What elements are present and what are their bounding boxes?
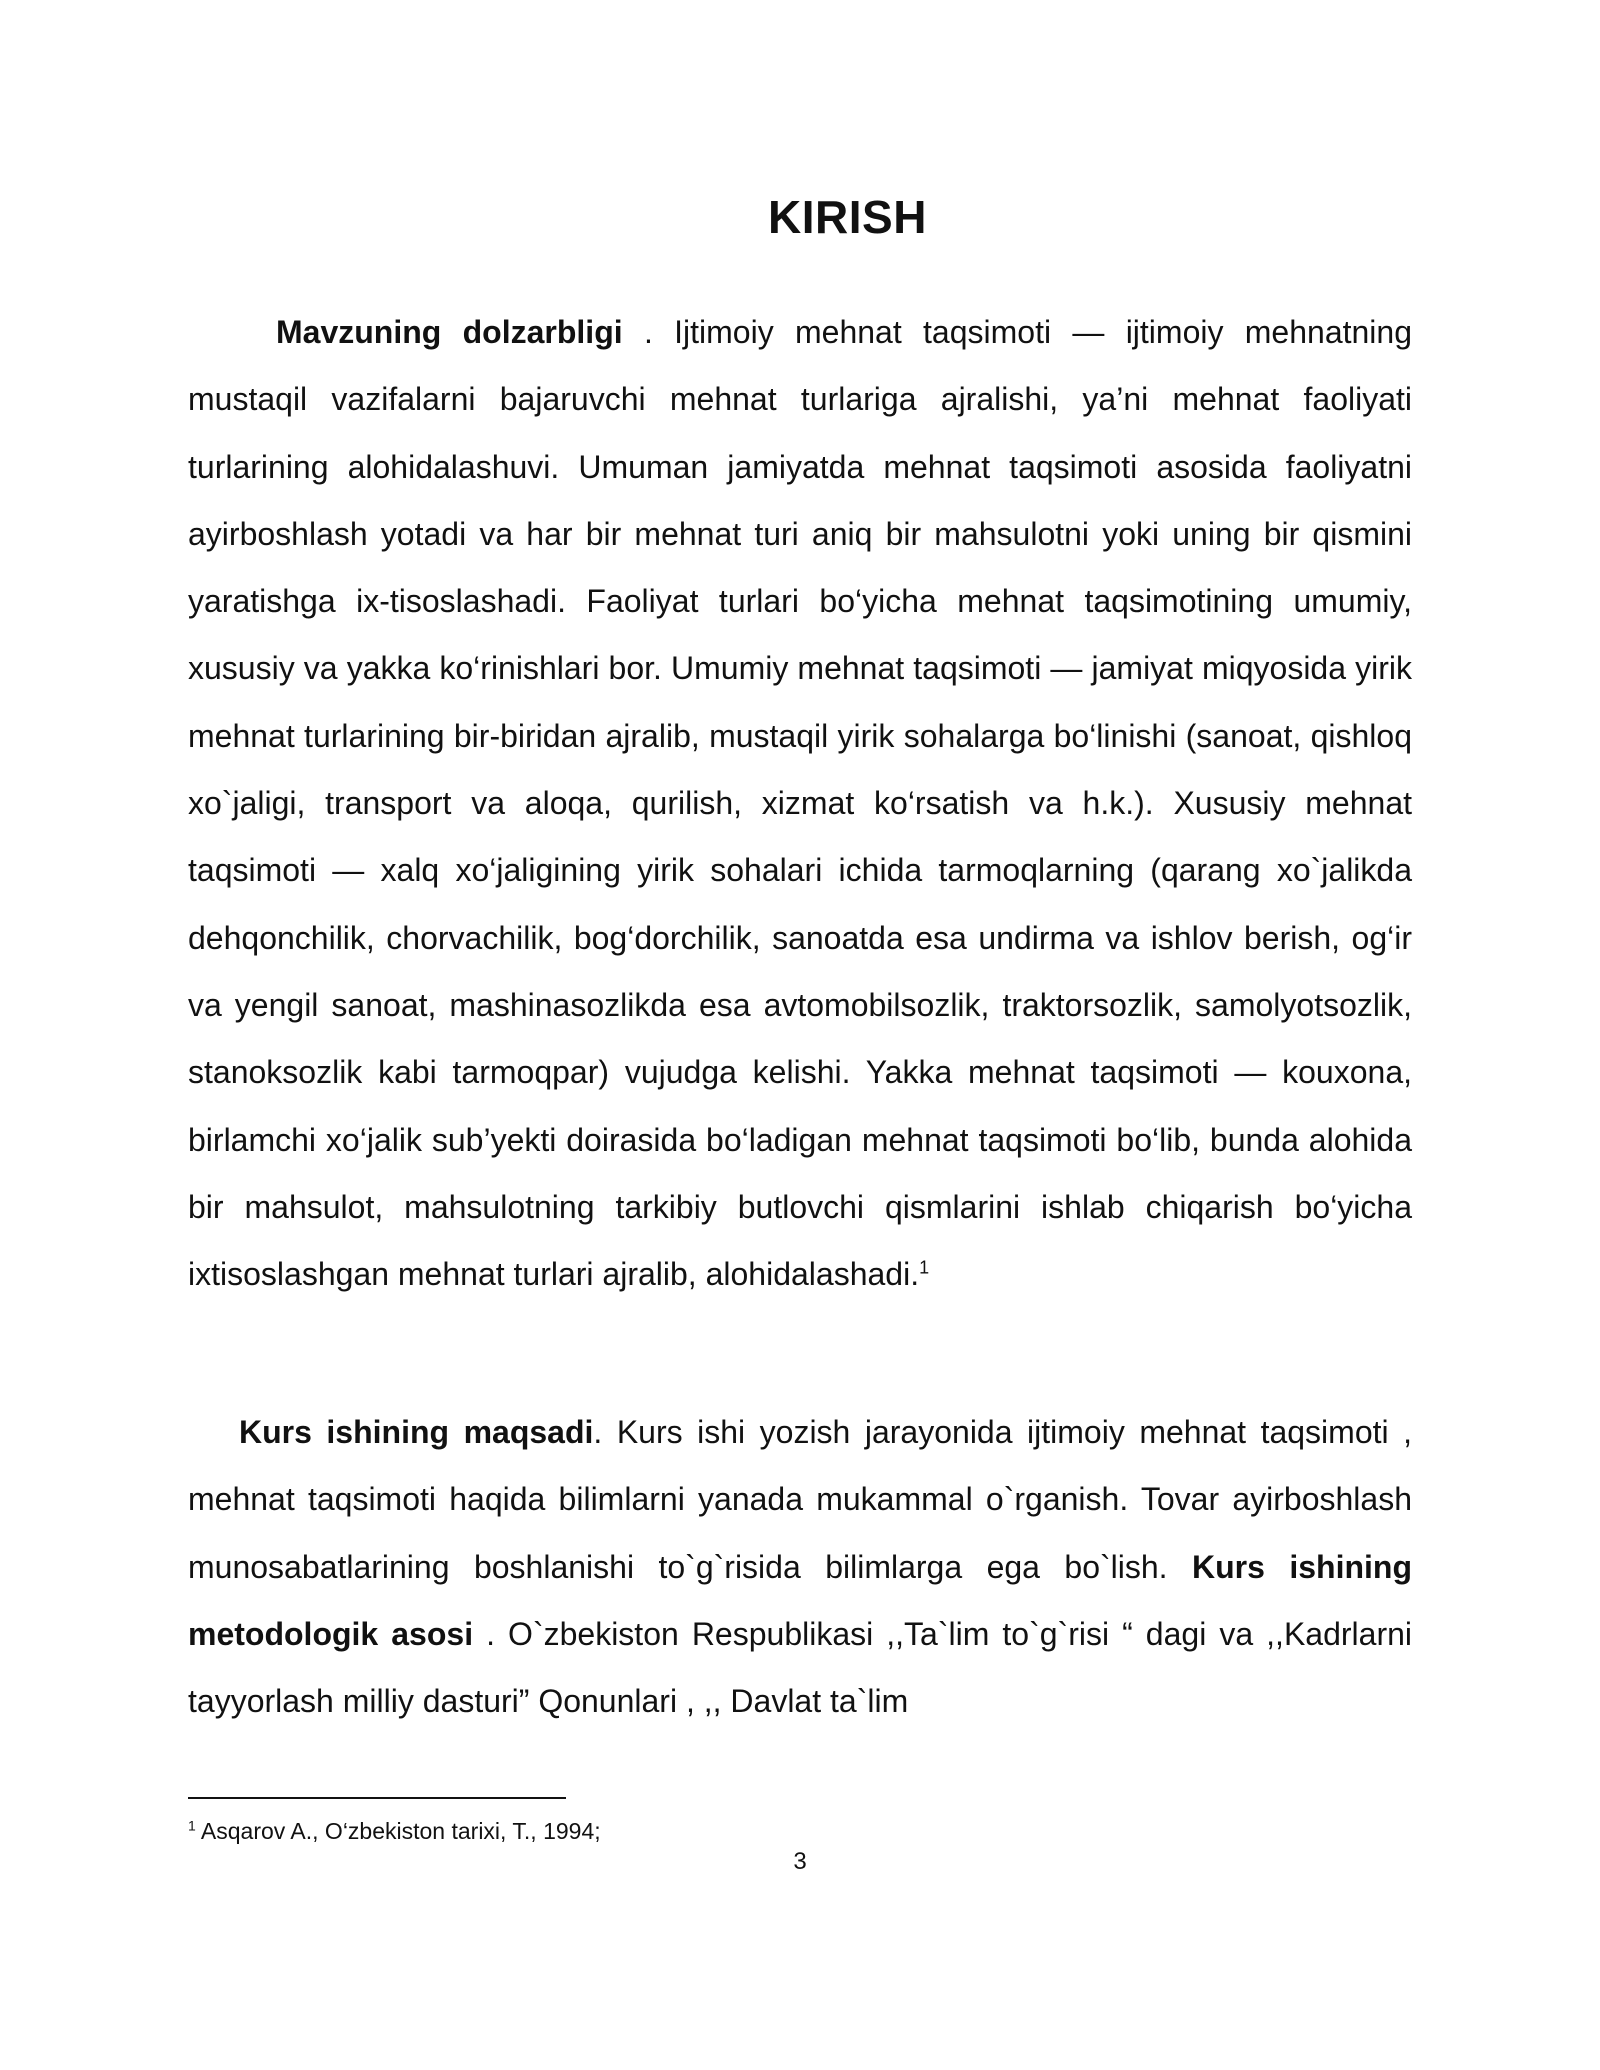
relevance-text: . Ijtimoiy mehnat taqsimoti — ijtimoiy mehnatning mustaqil vazifalarni bajaruvchi mehnat turlariga ajralishi, ya’ni mehnat faoliyati turlarining alohidalashuvi. Umuman jamiyatda mehnat taqsimoti asosida faoliyatni ayirboshlash yotadi va har bir mehnat turi aniq bir mahsulotni yoki uning bir qismini yaratishga ix-tisoslashadi. Faoliyat turlari bo‘yicha mehnat taqsimotining umumiy, xususiy va yakka ko‘rinishlari bor. Umumiy mehnat taqsimoti — jamiyat miqyosida yirik mehnat turlarining bir-biridan ajralib, mustaqil yirik sohalarga bo‘linishi (sanoat, qishloq xo`jaligi, transport va aloqa, qurilish, xizmat ko‘rsatish va h.k.). Xususiy mehnat taqsimoti — xalq xo‘jaligining yirik sohalari ichida tarmoqlarning (qarang xo`jalikda dehqonchilik, chorvachilik, bog‘dorchilik, sanoatda esa undirma va ishlov berish, og‘ir va yengil sanoat, mashinasozlikda esa avtomobilsozlik, traktorsozlik, samolyotsozlik, stanoksozlik kabi tarmoqpar) vujudga kelishi. Yakka mehnat taqsimoti — kouxona, birlamchi xo‘jalik sub’yekti doirasida bo‘ladigan mehnat taqsimoti bo‘lib, bunda alohida bir mahsulot, mahsulotning tarkibiy butlovchi qismlarini ishlab chiqarish bo‘yicha ixtisoslashgan mehnat turlari ajralib, alohidalashadi. (188, 314, 1413, 1293)
footnote-text: Asqarov A., O‘zbekiston tarixi, T., 1994; (195, 1818, 601, 1844)
footnote-separator (188, 1797, 566, 1799)
relevance-heading: Mavzuning dolzarbligi (276, 314, 623, 350)
goal-heading: Kurs ishining maqsadi (239, 1414, 594, 1450)
page-number: 3 (793, 1848, 807, 1875)
goal-text: . Kurs ishi yozish jarayonida ijtimoiy mehnat taqsimoti , mehnat taqsimoti haqida bilimlarni yanada mukammal o`rganish. Tovar ayirboshlash munosabatlarining boshlanishi to`g`risida bilimlarga ega bo`lish. (188, 1414, 1413, 1585)
page-title: KIRISH (768, 191, 927, 243)
paragraph-goal (188, 1399, 1412, 1735)
footnote-reference[interactable]: 1 (919, 1257, 930, 1278)
methodology-text: . O`zbekiston Respublikasi ,,Ta`lim to`g`risi “ dagi va ,,Kadrlarni tayyorlash milliy dasturi” Qonunlari , ,, Davlat ta`lim (188, 1615, 1413, 1720)
methodology-heading: Kurs ishining metodologik asosi (188, 1548, 1413, 1652)
footnote-number: 1 (188, 1817, 196, 1834)
paragraph-relevance (188, 299, 1412, 1308)
footnote (188, 1816, 601, 1846)
